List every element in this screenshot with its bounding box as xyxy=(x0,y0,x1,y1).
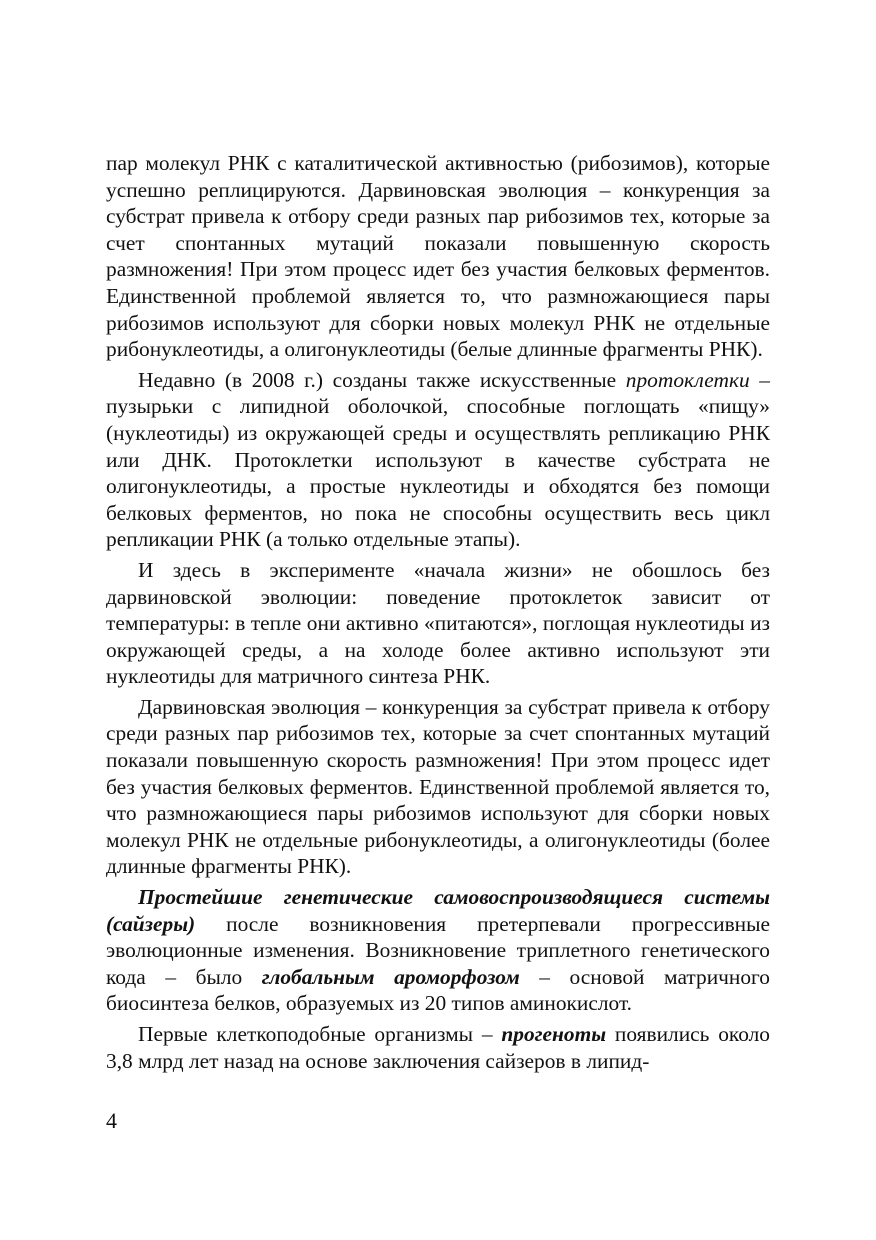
term-sizers: Простейшие генетические самовоспроизводящиеся системы (сайзеры) xyxy=(106,885,770,936)
paragraph-text: после возникновения претерпевали прогрессивные эволюционные изменения. Возникновение триплетного генетического кода – было xyxy=(106,911,770,989)
paragraph-darwinian-evolution xyxy=(106,694,770,880)
paragraph-text: появились около 3,8 млрд лет назад на основе заключения сайзеров в липид- xyxy=(106,1022,770,1073)
paragraph-text: Недавно (в 2008 г.) созданы также искусственные xyxy=(138,367,626,392)
paragraph-text: – основой матричного биосинтеза белков, образуемых из 20 типов аминокислот. xyxy=(106,964,770,1016)
term-protocells: протоклетки xyxy=(625,367,750,392)
term-aromorphosis: глобальным ароморфозом xyxy=(261,964,520,989)
term-progenotes: прогеноты xyxy=(501,1022,607,1046)
paragraph-experiment xyxy=(106,557,770,690)
paragraph-text: Первые клеткоподобные организмы – xyxy=(138,1022,502,1046)
paragraph-text: И здесь в эксперименте «начала жизни» не обошлось без дарвиновской эволюции: поведение протоклеток зависит от температуры: в тепле они активно «питаются», поглощая нуклеотиды из окружающей среды, а на холоде более активно используют эти нуклеотиды для матричного синтеза РНК. xyxy=(106,557,770,689)
paragraph-text: Дарвиновская эволюция – конкуренция за субстрат привела к отбору среди разных пар рибозимов тех, которые за счет спонтанных мутаций показали повышенную скорость размножения! При этом процесс идет без участия белковых ферментов. Единственной проблемой является то, что размножающиеся пары рибозимов используют для сборки новых молекул РНК не отдельные рибонуклеотиды, а олигонуклеотиды (более длинные фрагменты РНК). xyxy=(106,694,770,879)
paragraph-sizers xyxy=(106,884,770,1017)
paragraph-text: пар молекул РНК с каталитической активностью (рибозимов), которые успешно реплицируются. Дарвиновская эволюция – конкуренция за субстрат привела к отбору среди разных пар рибозимов тех, которые за счет спонтанных мутаций показали повышенную скорость размножения! При этом процесс идет без участия белковых ферментов. Единственной проблемой является то, что размножающиеся пары рибозимов используют для сборки новых молекул РНК не отдельные рибонуклеотиды, а олигонуклеотиды (белые длинные фрагменты РНК). xyxy=(106,151,770,362)
page-body xyxy=(106,150,770,1074)
paragraph-text: – пузырьки с липидной оболочкой, способные поглощать «пищу» (нуклеотиды) из окружающей среды и осуществлять репликацию РНК или ДНК. Протоклетки используют в качестве субстрата не олигонуклеотиды, а простые нуклеотиды и обходятся без помощи белковых ферментов, но пока не способны осуществить весь цикл репликации РНК (а только отдельные этапы). xyxy=(106,367,770,552)
page-number: 4 xyxy=(106,1108,117,1133)
paragraph-progenotes xyxy=(106,1021,770,1074)
paragraph-protocells xyxy=(106,367,770,553)
paragraph-ribozymes xyxy=(106,150,770,363)
